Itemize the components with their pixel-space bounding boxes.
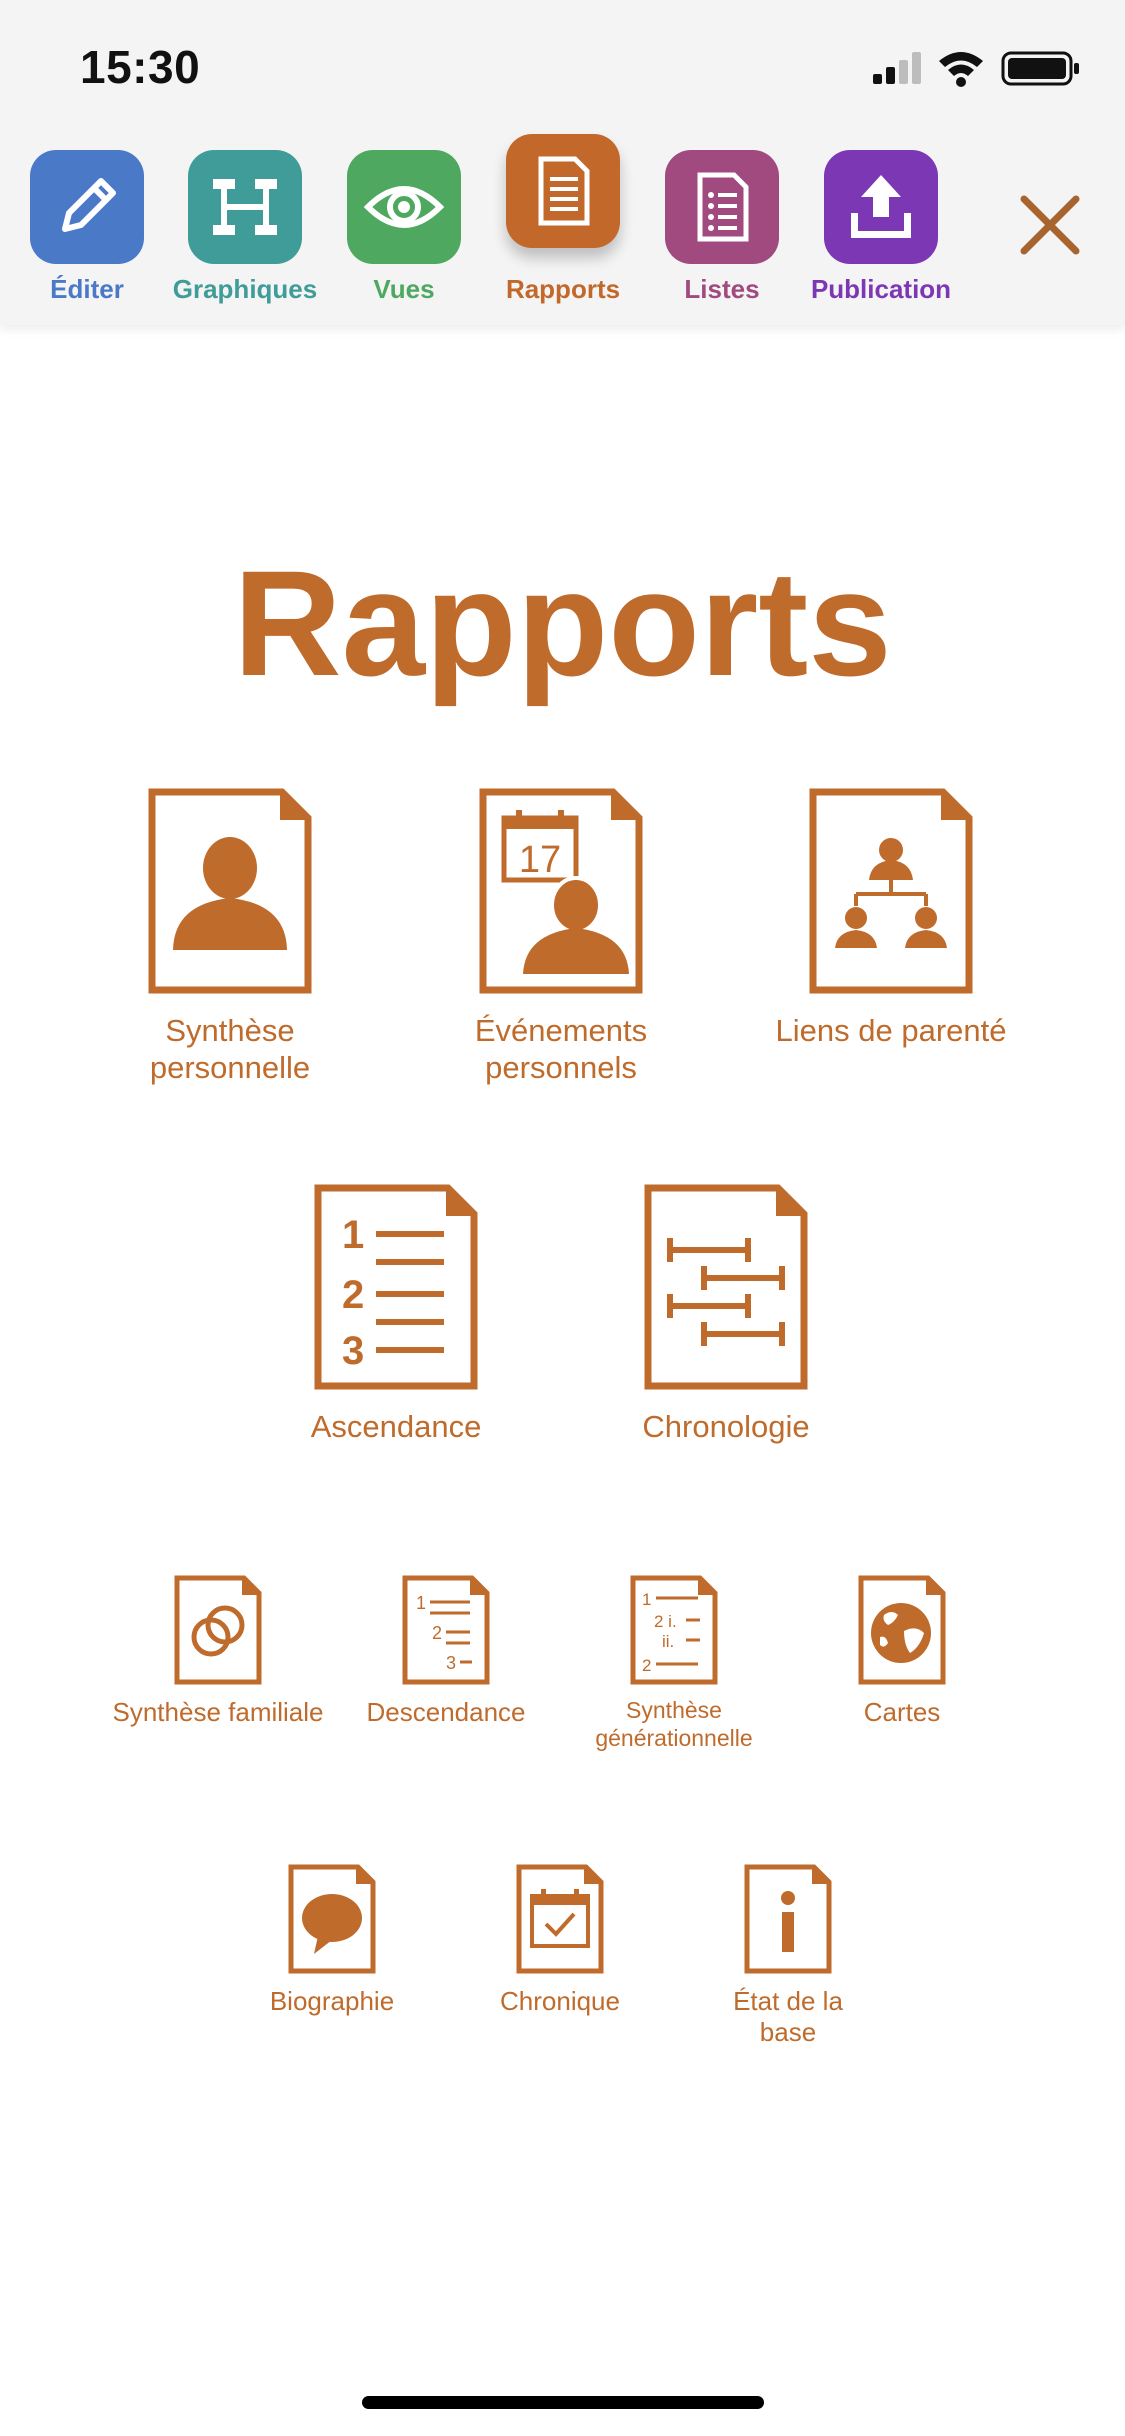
tab-vues[interactable] <box>319 150 489 305</box>
person-icon <box>148 788 312 994</box>
battery-icon <box>1003 53 1079 84</box>
report-biographie[interactable] <box>222 1864 442 2017</box>
tab-graphiques[interactable] <box>160 150 330 305</box>
svg-text:2: 2 <box>432 1623 443 1643</box>
report-chronique[interactable] <box>450 1864 670 2017</box>
svg-text:17: 17 <box>518 839 562 881</box>
tab-label: Vues <box>373 274 435 304</box>
speech-bubble-icon <box>288 1864 376 1974</box>
report-synthese-familiale[interactable] <box>108 1575 328 1728</box>
tab-editer[interactable] <box>2 150 172 305</box>
svg-text:1: 1 <box>342 1213 365 1257</box>
tab-label: Rapports <box>505 274 621 304</box>
indented-list-icon <box>402 1575 490 1685</box>
globe-icon <box>858 1575 946 1685</box>
report-descendance[interactable] <box>336 1575 556 1728</box>
top-bar <box>0 0 1125 325</box>
report-label: Chronologie <box>642 1409 810 1444</box>
family-tree-icon <box>809 788 973 994</box>
upload-icon <box>824 150 938 264</box>
home-indicator[interactable] <box>362 2396 764 2409</box>
svg-text:3: 3 <box>446 1653 457 1673</box>
tab-rapports[interactable] <box>478 150 648 305</box>
tab-label: Graphiques <box>172 274 318 304</box>
report-chronologie[interactable] <box>586 1184 866 1445</box>
svg-text:1: 1 <box>642 1590 652 1609</box>
status-time: 15:30 <box>80 41 201 93</box>
timeline-icon <box>644 1184 808 1390</box>
report-label: Biographie <box>269 1986 395 2016</box>
report-label: Ascendance <box>310 1409 482 1444</box>
rings-icon <box>174 1575 262 1685</box>
svg-text:2: 2 <box>642 1656 652 1675</box>
report-label: Événements personnels <box>474 1013 648 1086</box>
report-evenements-personnels[interactable] <box>421 788 701 1086</box>
report-label: Descendance <box>366 1697 526 1727</box>
info-icon <box>744 1864 832 1974</box>
close-button[interactable] <box>1010 185 1090 265</box>
report-label: Synthèse personnelle <box>149 1013 311 1086</box>
pencil-icon <box>30 150 144 264</box>
tab-label: Publication <box>810 274 952 304</box>
cellular-signal-icon <box>873 52 921 84</box>
report-synthese-generationnelle[interactable] <box>564 1575 784 1752</box>
numbered-list-icon <box>314 1184 478 1390</box>
report-liens-de-parente[interactable] <box>751 788 1031 1049</box>
tab-label: Listes <box>684 274 760 304</box>
report-synthese-personnelle[interactable] <box>90 788 370 1086</box>
svg-text:3: 3 <box>342 1329 365 1373</box>
chart-icon <box>188 150 302 264</box>
tab-publication[interactable] <box>796 150 966 305</box>
status-icons <box>873 48 1083 88</box>
report-etat-de-la-base[interactable] <box>678 1864 898 2048</box>
list-icon <box>665 150 779 264</box>
report-ascendance[interactable] <box>256 1184 536 1445</box>
report-cartes[interactable] <box>792 1575 1012 1728</box>
page-title: Rapports <box>233 539 892 707</box>
calendar-check-icon <box>516 1864 604 1974</box>
svg-text:ii.: ii. <box>662 1632 675 1651</box>
tab-label: Éditer <box>50 274 124 304</box>
report-label: Liens de parenté <box>775 1013 1007 1048</box>
svg-text:2 i.: 2 i. <box>654 1612 677 1631</box>
close-icon <box>1018 193 1082 257</box>
svg-text:2: 2 <box>342 1273 365 1317</box>
report-icon <box>506 134 620 248</box>
eye-icon <box>347 150 461 264</box>
report-label: Chronique <box>500 1986 620 2016</box>
generation-list-icon <box>630 1575 718 1685</box>
wifi-icon <box>939 52 983 87</box>
report-label: Cartes <box>863 1697 941 1727</box>
report-label: Synthèse familiale <box>112 1697 324 1727</box>
report-label: État de la base <box>733 1986 843 2048</box>
tab-listes[interactable] <box>637 150 807 305</box>
report-label: Synthèse générationnelle <box>595 1697 753 1751</box>
svg-text:1: 1 <box>416 1593 427 1613</box>
calendar-person-icon <box>479 788 643 994</box>
